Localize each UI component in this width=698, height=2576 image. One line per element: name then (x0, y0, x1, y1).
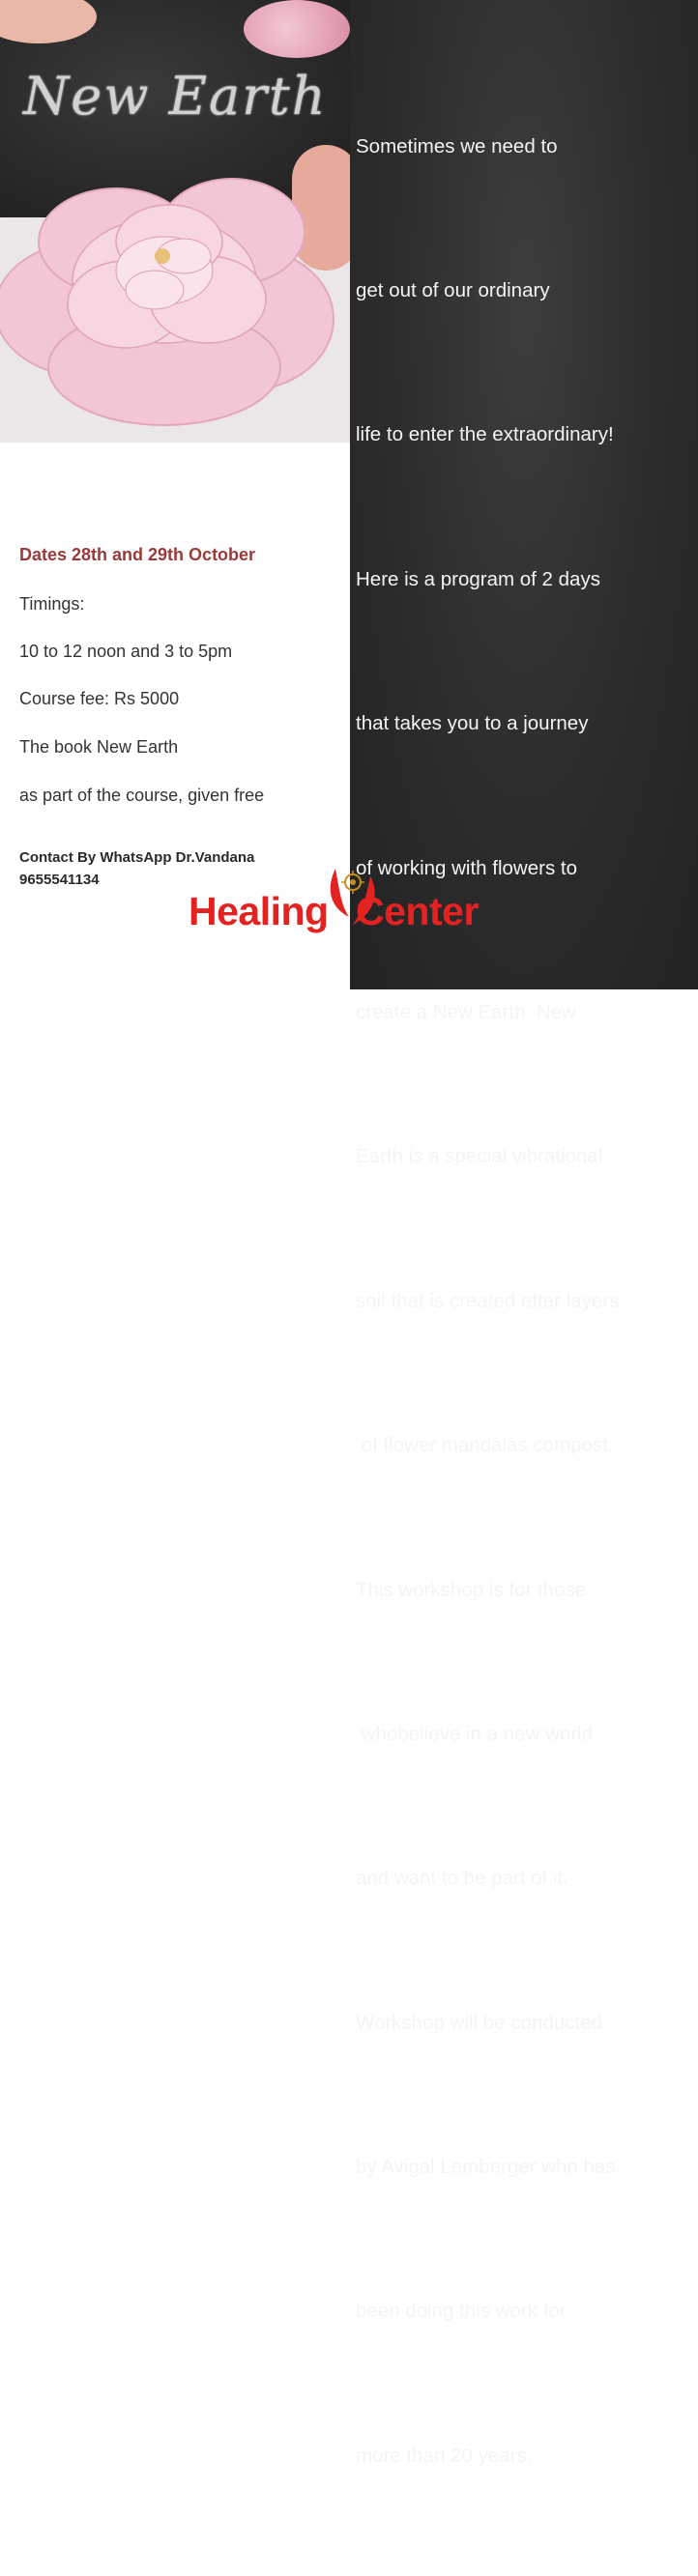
timings-value: 10 to 12 noon and 3 to 5pm (19, 642, 233, 661)
description-line: more than 20 years. (356, 2444, 533, 2467)
description-line: Here is a program of 2 days (356, 567, 600, 590)
description-line: This workshop is for those (356, 1578, 587, 1601)
contact-phone[interactable]: 9655541134 (19, 872, 100, 888)
timings-label: Timings: (19, 594, 85, 614)
description-line: Sometimes we need to (356, 134, 558, 157)
description-line: been doing this work for (356, 2300, 567, 2323)
description-line: Workshop will be conducted (356, 2011, 602, 2034)
description-line: soil that is created after layers (356, 1289, 620, 1312)
description-line: get out of our ordinary (356, 278, 550, 301)
pink-flower-illustration (0, 135, 350, 443)
description-line: life to enter the extraordinary! (356, 423, 614, 446)
course-details (19, 541, 348, 805)
course-fee: Course fee: Rs 5000 (19, 689, 180, 708)
pink-flower-corner (244, 0, 350, 58)
logo-word-healing: Healing (189, 889, 329, 933)
description-line: and want to be part of it. (356, 1867, 568, 1890)
description-line: create a New Earth. New (356, 1000, 576, 1023)
book-note: as part of the course, given free (19, 786, 265, 805)
description-text (356, 26, 696, 2576)
description-line: by Avigal Lemberger who has (356, 2156, 616, 2179)
description-panel (350, 0, 698, 2467)
healing-center-logo (189, 863, 508, 950)
flower-photo (0, 0, 350, 443)
description-line: whobelieve in a new world (356, 1722, 593, 1745)
chalkboard-title: New Earth (23, 66, 328, 127)
description-line: that takes you to a journey (356, 712, 589, 735)
logo-word-center: Center (356, 889, 479, 933)
description-line: Earth is a special vibrational (356, 1145, 603, 1168)
book-title: The book New Earth (19, 737, 179, 757)
contact-line: Contact By WhatsApp Dr.Vandana (19, 849, 255, 866)
description-line: of working with flowers to (356, 856, 578, 879)
description-line: of flower mandalas compost. (356, 1434, 614, 1457)
course-dates: Dates 28th and 29th October (19, 545, 256, 564)
